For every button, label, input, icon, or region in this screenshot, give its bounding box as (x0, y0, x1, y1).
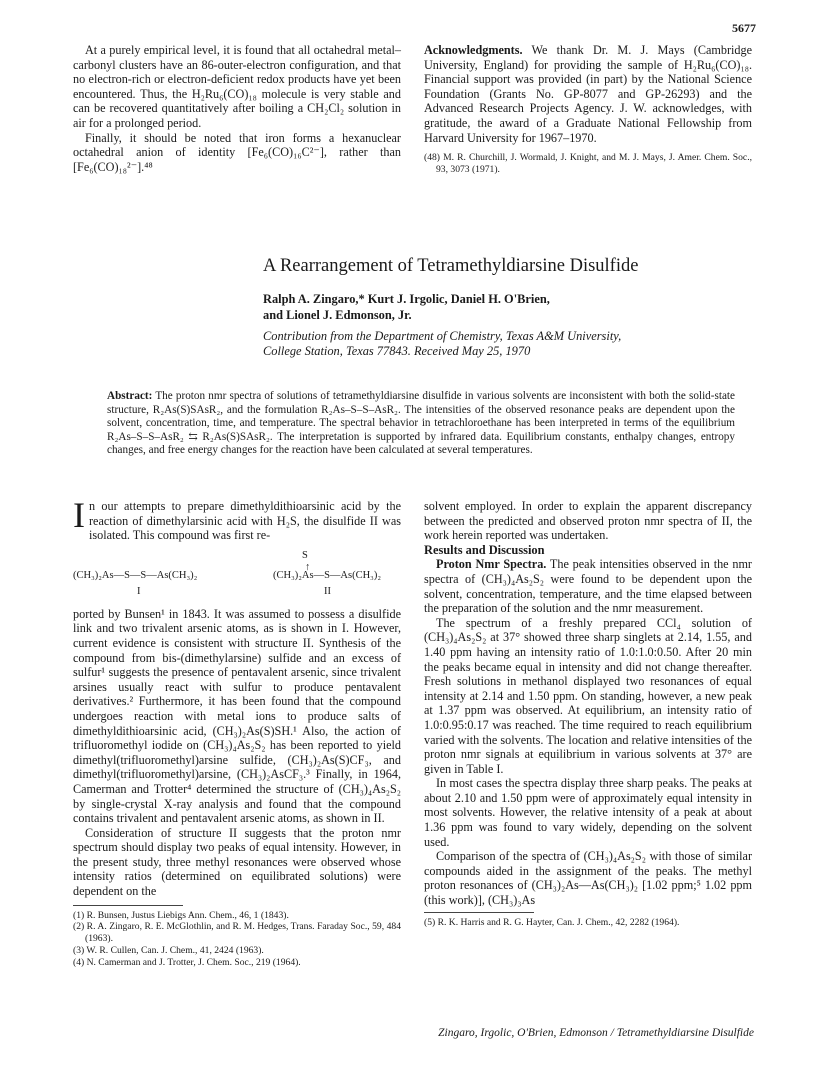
footnote-divider (424, 912, 534, 913)
structure-I: (CH₃)₂As—S—S—As(CH₃)₂ (73, 569, 198, 581)
page-number: 5677 (732, 21, 756, 35)
structure-II: (CH₃)₂As—S—As(CH₃)₂ (273, 569, 381, 581)
paragraph: In most cases the spectra display three sharp peaks. The peaks at about 2.10 and 1.50 ppm were of approximately equal intensity in most solvents. However, the relative intensity of a peak at about 1.36 ppm was found to vary widely, depending on the solvent used. (424, 776, 752, 849)
subsection-heading: Proton Nmr Spectra. (436, 557, 547, 572)
abstract-text: The proton nmr spectra of solutions of tetramethyldiarsine disulfide in various solvents are inconsistent with both the solid-state structure, R₂As(S)SAsR₂, and the formulation R₂As–S–S–AsR₂. The intensities of the observed resonance peaks are dependent upon the solvent, concentration, time, and temperature. The spectral behavior in tetrachloroethane has been interpreted in terms of the equilibrium R₂As–S–S–AsR₂ ⇆ R₂As(S)SAsR₂. The interpretation is supported by infrared data. Equilibrium constants, enthalpy changes, entropy changes, and free energy changes for the reaction have been calculated at several temperatures. (107, 390, 735, 457)
affiliation-line: Contribution from the Department of Chemistry, Texas A&M University, (263, 329, 622, 343)
paragraph: The spectrum of a freshly prepared CCl₄ solution of (CH₃)₄As₂S₂ at 37° showed three sharp singlets at 2.14, 1.55, and 1.40 ppm having an intensity ratio of 1.0:1.0:0.50. After 20 min the peaks became equal in intensity and did not change thereafter. Fresh solutions in methanol displayed two resonances of equal intensity at 2.14 and 1.50 ppm. On standing, however, a new peak at 1.37 ppm was observed. At equilibrium, an intensity ratio of 1.0:0.95:0.17 was reached. The time required to reach equilibrium varied with the solvents. The location and relative intensities of the proton nmr signals at equilibrium in various solvents at 37° are given in Table I. (424, 615, 752, 776)
article-affiliation (263, 329, 621, 359)
footnote-divider (73, 905, 183, 906)
footnote: (2) R. A. Zingaro, R. E. McGlothlin, and R. M. Hedges, Trans. Faraday Soc., 59, 484 (1963). (73, 921, 401, 945)
footnote: (4) N. Camerman and J. Trotter, J. Chem. Soc., 219 (1964). (73, 956, 301, 968)
body-right-column (424, 499, 752, 928)
previous-article-conclusion (73, 43, 401, 174)
acknowledgments-section (424, 43, 752, 176)
abstract-label: Abstract: (107, 390, 153, 402)
section-heading: Results and Discussion (424, 542, 545, 557)
structure-I-label: I (137, 585, 141, 597)
authors-line: and Lionel J. Edmonson, Jr. (263, 308, 412, 322)
article-authors (263, 291, 550, 323)
drop-cap: I (73, 495, 85, 535)
acknowledgments (424, 43, 752, 145)
paragraph: Comparison of the spectra of (CH₃)₄As₂S₂ with those of similar compounds aided in the assignment of the peaks. The methyl proton resonances of (CH₃)₂As—As(CH₃)₂ [1.02 ppm;⁵ 1.02 ppm (this work)], (CH₃)₃As (424, 849, 752, 908)
running-footer: Zingaro, Irgolic, O'Brien, Edmonson / Tetramethyldiarsine Disulfide (438, 1027, 754, 1039)
footnote: (48) M. R. Churchill, J. Wormald, J. Knight, and M. J. Mays, J. Amer. Chem. Soc., 93, 3073 (1971). (424, 152, 752, 175)
paragraph: Finally, it should be noted that iron forms a hexanuclear octahedral anion of identity [Fe₆(CO)₁₆C²⁻], rather than [Fe₆(CO)₁₈²⁻].⁴⁸ (73, 130, 401, 174)
paragraph: solvent employed. In order to explain the apparent discrepancy between the predicted and observed proton nmr spectra of II, the work herein reported was undertaken. (424, 499, 752, 543)
paragraph: ported by Bunsen¹ in 1843. It was assumed to possess a disulfide link and two trivalent arsenic atoms, as is shown in I. However, current evidence is consistent with structure II. Synthesis of the compound from bis-(dimethylarsine) sulfide and an excess of sulfur¹ suggests the presence of pentavalent arsenic, since trivalent arsines usually react with sulfur to produce pentavalent derivatives.² Furthermore, it has been found that the compound undergoes reaction with metal ions to produce salts of dimethyldithioarsinic acid, (CH₃)₂As(S)SH.¹ Also, the action of trifluoromethyl iodide on (CH₃)₄As₂S₂ has been reported to yield dimethyl(trifluoromethyl)arsine sulfide, (CH₃)₂As(S)CF₃, and dimethyl(trifluoromethyl)arsine, (CH₃)₂AsCF₃.³ Finally, in 1964, Camerman and Trotter⁴ determined the structure of (CH₃)₄As₂S₂ by single-crystal X-ray analysis and found that the compound contains trivalent and pentavalent arsenic atoms, as shown in II. (73, 606, 401, 826)
intro-text: n our attempts to prepare dimethyldithioarsinic acid by the reaction of dimethylarsinic acid with H₂S, the disulfide II was isolated. This compound was first re- (89, 499, 401, 543)
footnote-48 (424, 152, 752, 176)
paragraph (424, 557, 752, 615)
article-title: A Rearrangement of Tetramethyldiarsine Disulfide (263, 256, 639, 276)
double-bond-arrow-icon: ↑ (305, 561, 311, 573)
affiliation-line: College Station, Texas 77843. Received May 25, 1970 (263, 344, 531, 358)
body-left-column (73, 495, 401, 969)
footnotes (73, 910, 401, 969)
footnotes (424, 917, 752, 929)
footnote: (3) W. R. Cullen, Can. J. Chem., 41, 2424 (1963). (73, 945, 264, 957)
paragraph-text: The peak intensities observed in the nmr spectra of (CH₃)₄As₂S₂ were found to be dependent upon the solvent, concentration, temperature, and the time elapsed between the preparation of the solution and the nmr measurement. (424, 557, 752, 616)
authors-line: Ralph A. Zingaro,* Kurt J. Irgolic, Daniel H. O'Brien, (263, 292, 550, 306)
acknowledgments-text: We thank Dr. M. J. Mays (Cambridge University, England) for providing the sample of H₂Ru₆(CO)₁₈. Financial support was provided (in part) by the National Science Foundation (Grants No. GP-8077 and GP-26293) and the Advanced Research Projects Agency. J. W. acknowledges, with gratitude, the award of a Graduate National Fellowship from Harvard University for 1967–1970. (424, 43, 752, 145)
footnote: (1) R. Bunsen, Justus Liebigs Ann. Chem., 46, 1 (1843). (73, 909, 289, 921)
paragraph: Consideration of structure II suggests that the proton nmr spectrum should display two peaks of equal intensity. However, in the present study, three methyl resonances were observed whose intensity ratios (determined on equilibrated solutions) were dependent on the (73, 825, 401, 899)
paragraph: At a purely empirical level, it is found that all octahedral metal–carbonyl clusters have an 86-outer-electron configuration, and that no electron-rich or electron-deficient redox products have yet been encountered. Thus, the H₂Ru₆(CO)₁₈ molecule is very stable and can be recovered quantitatively after boiling a CH₂Cl₂ solution in air for a prolonged period. (73, 43, 401, 130)
intro-paragraph (73, 495, 401, 543)
chemical-structures (73, 549, 401, 601)
abstract (107, 390, 735, 458)
footnote: (5) R. K. Harris and R. G. Hayter, Can. J. Chem., 42, 2282 (1964). (424, 916, 680, 928)
acknowledgments-label: Acknowledgments. (424, 43, 523, 57)
structure-II-label: II (324, 585, 331, 597)
structure-II-sulfur: S (302, 549, 308, 561)
